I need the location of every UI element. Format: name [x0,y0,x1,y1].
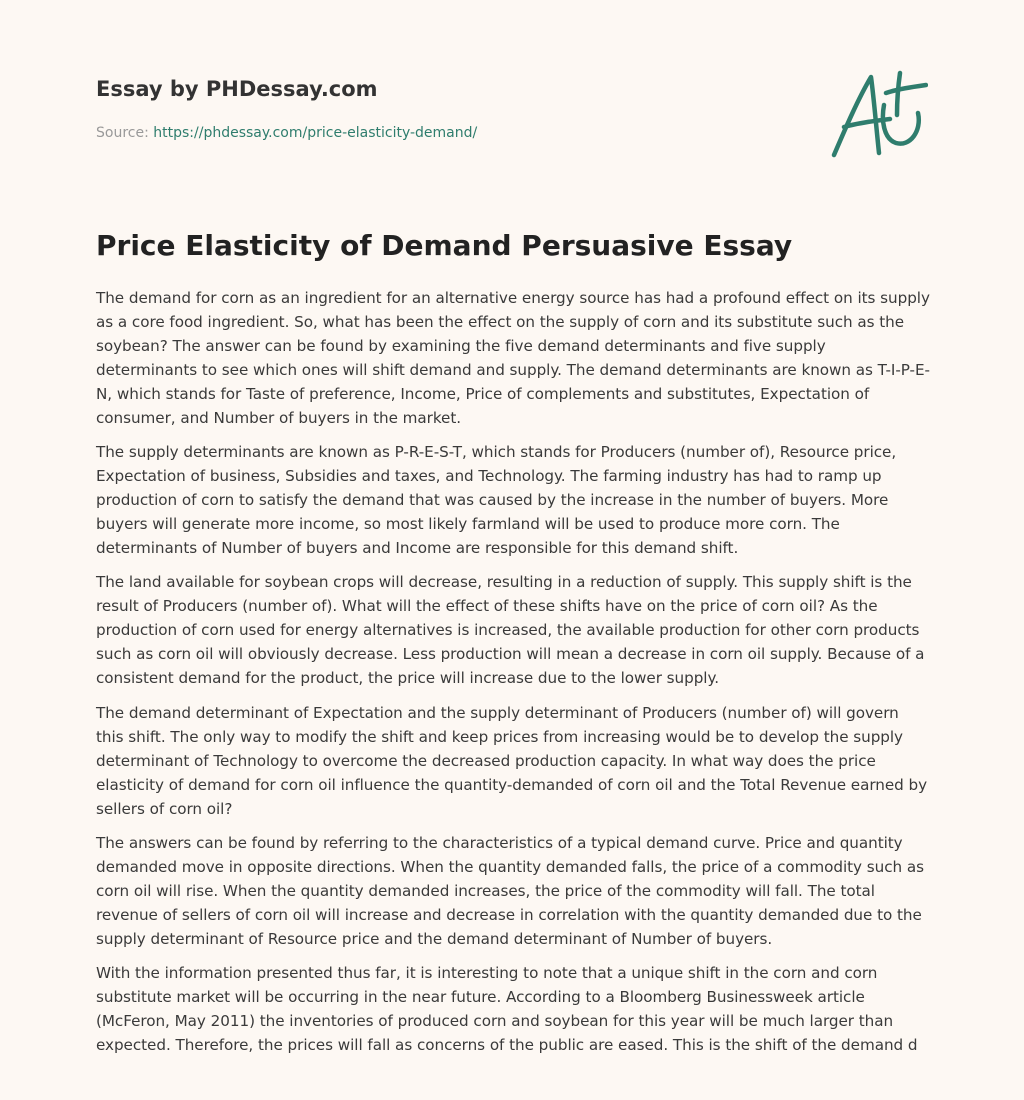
essay-title: Price Elasticity of Demand Persuasive Essay [96,229,793,262]
source-link[interactable]: https://phdessay.com/price-elasticity-demand/ [153,125,478,141]
essay-paragraph: With the information presented thus far, it is interesting to note that a unique shift in the corn and corn substitute market will be occurring in the near future. According to a Bloomberg Businessweek article (McFeron, May 2011) the inventories of produced corn and soybean for this year will be much larger than expected. Therefore, the prices will fall as concerns of the public are eased. This is the shift of the demand d [96,963,918,1054]
source-line [96,123,477,143]
essay-header [96,74,928,174]
source-label: Source: [96,125,149,141]
essay-body [96,286,930,1067]
essay-paragraph: The land available for soybean crops will decrease, resulting in a reduction of supply. This supply shift is the result of Producers (number of). What will the effect of these shifts have on the price of corn oil? As the production of corn used for energy alternatives is increased, the available production for other corn products such as corn oil will obviously decrease. Less production will mean a decrease in corn oil supply. Because of a consistent demand for the product, the price will increase due to the lower supply. [96,573,925,688]
essay-paragraph: The supply determinants are known as P-R-E-S-T, which stands for Producers (number of), Resource price, Expectation of business, Subsidies and taxes, and Technology. The farming industry has had to ramp up production of corn to satisfy the demand that was caused by the increase in the number of buyers. More buyers will generate more income, so most likely farmland will be used to produce more corn. The determinants of Number of buyers and Income are responsible for this demand shift. [96,443,897,558]
essay-paragraph: The answers can be found by referring to the characteristics of a typical demand curve. Price and quantity demanded move in opposite directions. When the quantity demanded falls, the price of a commodity such as corn oil will rise. When the quantity demanded increases, the price of the commodity will fall. The total revenue of sellers of corn oil will increase and decrease in correlation with the quantity demanded due to the supply determinant of Resource price and the demand determinant of Number of buyers. [96,833,924,948]
essay-paragraph: The demand for corn as an ingredient for an alternative energy source has had a profound effect on its supply as a core food ingredient. So, what has been the effect on the supply of corn and its substitute such as the soybean? The answer can be found by examining the five demand determinants and five supply determinants to see which ones will shift demand and supply. The demand determinants are known as T-I-P-E-N, which stands for Taste of preference, Income, Price of complements and substitutes, Expectation of consumer, and Number of buyers in the market. [96,289,930,427]
a-plus-icon [824,69,928,163]
site-brand: Essay by PHDessay.com [96,77,378,101]
essay-paragraph: The demand determinant of Expectation and the supply determinant of Producers (number of) will govern this shift. The only way to modify the shift and keep prices from increasing would be to develop the supply determinant of Technology to overcome the decreased production capacity. In what way does the price elasticity of demand for corn oil influence the quantity-demanded of corn oil and the Total Revenue earned by sellers of corn oil? [96,703,928,818]
